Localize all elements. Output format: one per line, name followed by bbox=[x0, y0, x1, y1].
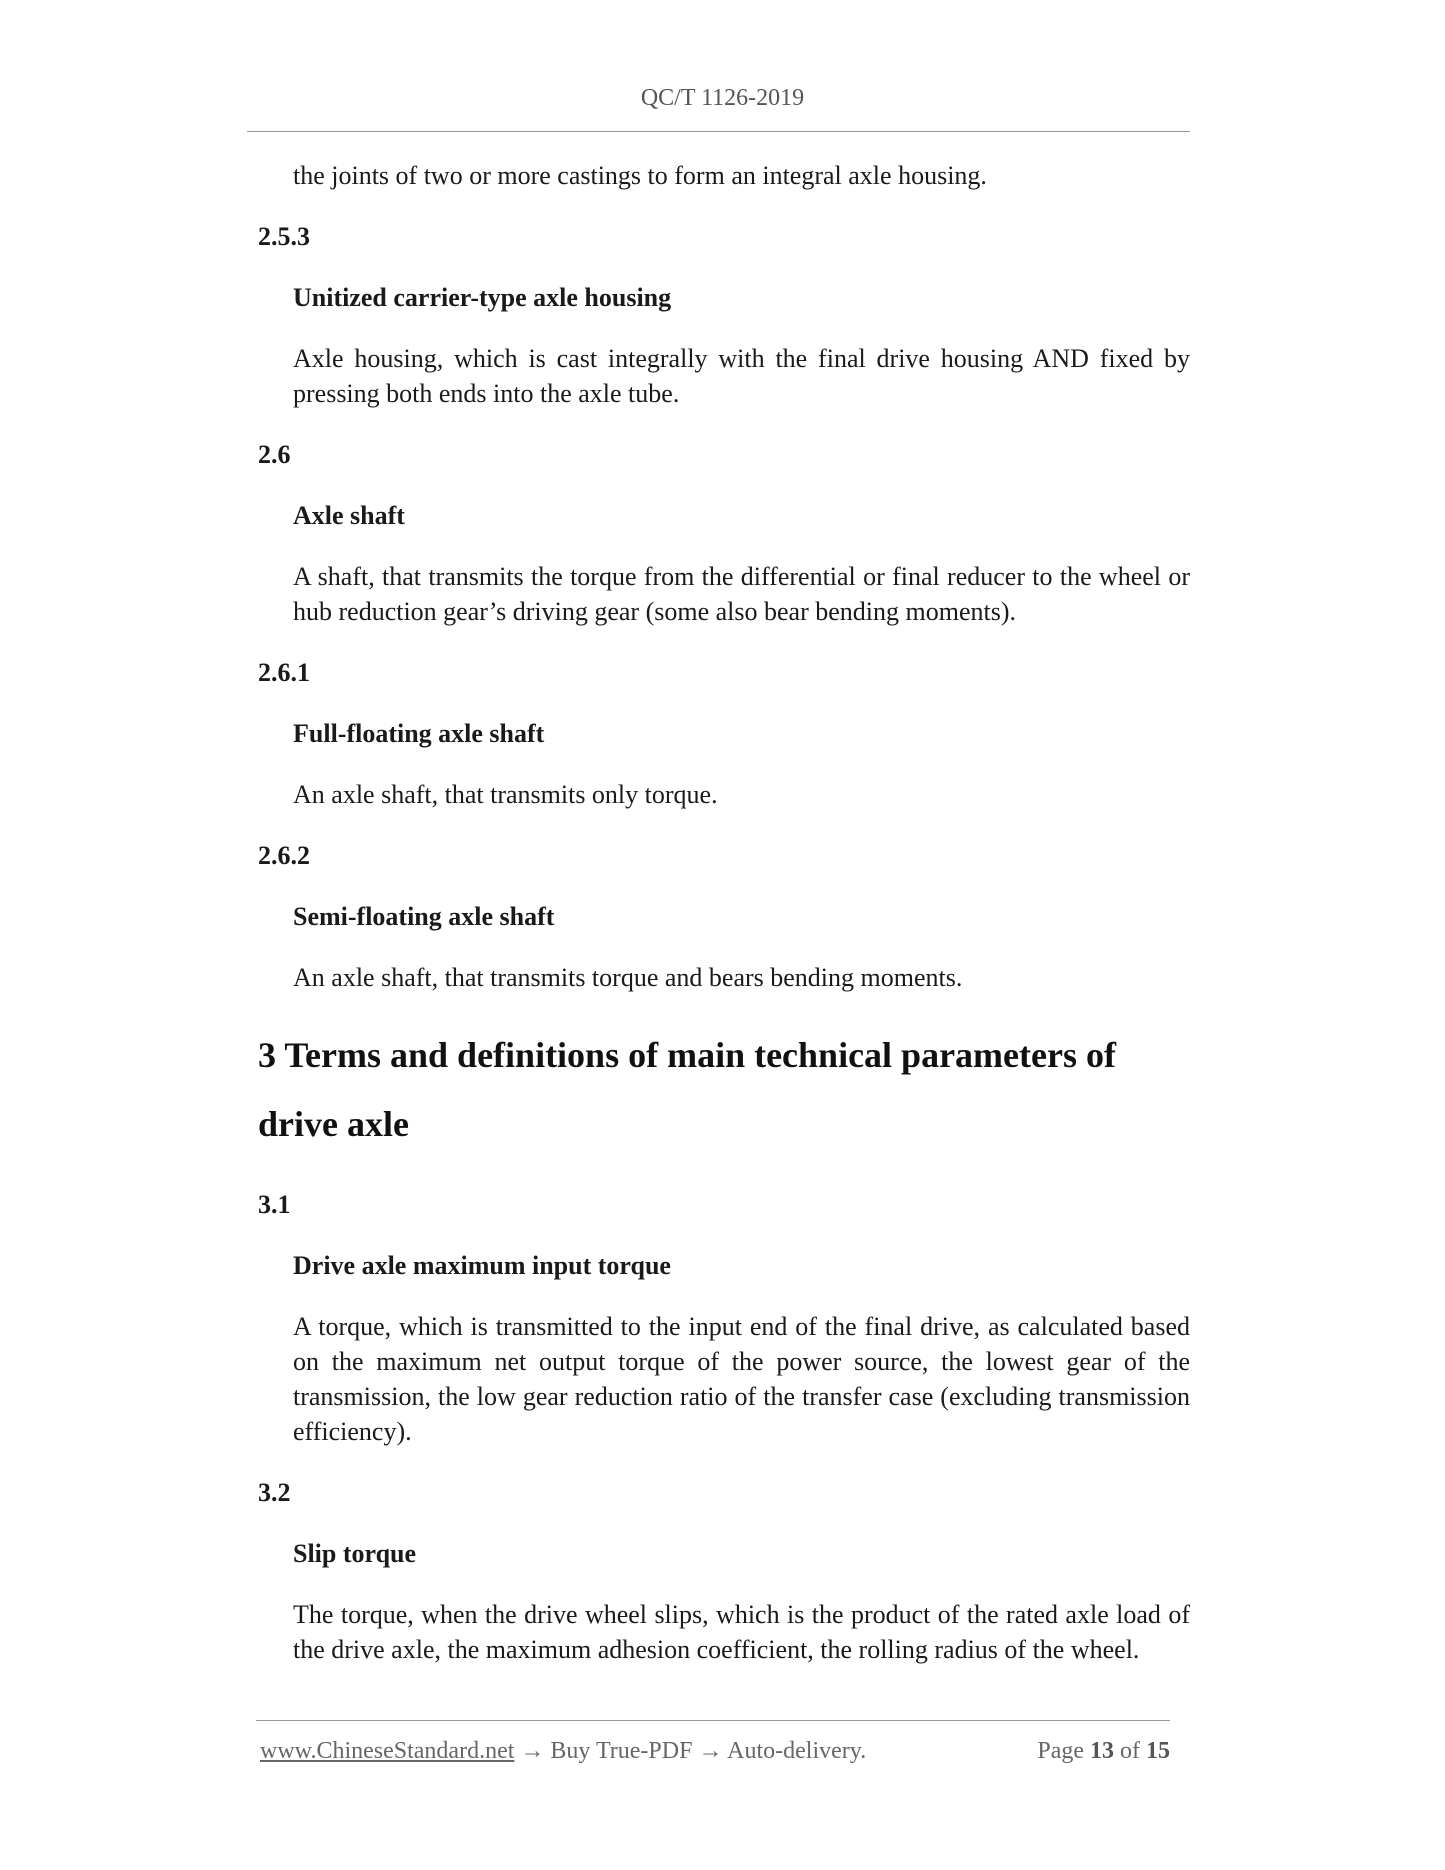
clause-number-2-6-1: 2.6.1 bbox=[258, 658, 310, 687]
definition-2-5-3: Axle housing, which is cast integrally with the final drive housing AND fixed by pressing both ends into the axle tube. bbox=[293, 344, 1190, 408]
document-header-title: QC/T 1126-2019 bbox=[640, 85, 805, 111]
clause-number-2-6: 2.6 bbox=[258, 440, 291, 469]
chapter-3-heading bbox=[258, 1021, 1190, 1159]
footer-divider bbox=[256, 1720, 1170, 1721]
website-link[interactable]: www.ChineseStandard.net bbox=[260, 1738, 515, 1764]
term-heading-2-6: Axle shaft bbox=[293, 501, 405, 530]
current-page-number: 13 bbox=[1090, 1738, 1114, 1764]
header-divider bbox=[247, 131, 1190, 132]
clause-number-2-6-2: 2.6.2 bbox=[258, 841, 310, 870]
arrow-right-icon: → bbox=[698, 1738, 723, 1764]
definition-2-6-1: An axle shaft, that transmits only torque. bbox=[293, 780, 718, 809]
chapter-3-heading-line1: 3 Terms and definitions of main technical parameters of bbox=[258, 1035, 1116, 1075]
clause-number-3-1: 3.1 bbox=[258, 1190, 291, 1219]
arrow-right-icon: → bbox=[520, 1738, 545, 1764]
footer-promo bbox=[260, 1738, 866, 1765]
term-heading-3-2: Slip torque bbox=[293, 1539, 417, 1568]
page-label: Page bbox=[1037, 1738, 1084, 1764]
document-body bbox=[258, 158, 1190, 1693]
term-heading-2-6-2: Semi-floating axle shaft bbox=[293, 902, 555, 931]
page-indicator bbox=[1037, 1738, 1170, 1765]
definition-3-1: A torque, which is transmitted to the input end of the final drive, as calculated based on the maximum net output torque of the power source, the lowest gear of the transmission, the low gear reduction ratio of the transfer case (excluding transmission efficiency). bbox=[293, 1312, 1190, 1446]
buy-pdf-text: Buy True-PDF bbox=[550, 1738, 693, 1764]
term-heading-2-5-3: Unitized carrier-type axle housing bbox=[293, 283, 672, 312]
term-heading-2-6-1: Full-floating axle shaft bbox=[293, 719, 545, 748]
definition-2-6-2: An axle shaft, that transmits torque and bears bending moments. bbox=[293, 963, 963, 992]
clause-number-3-2: 3.2 bbox=[258, 1478, 291, 1507]
continuation-paragraph: the joints of two or more castings to form an integral axle housing. bbox=[293, 161, 987, 190]
total-page-number: 15 bbox=[1146, 1738, 1170, 1764]
definition-3-2: The torque, when the drive wheel slips, which is the product of the rated axle load of the drive axle, the maximum adhesion coefficient, the rolling radius of the wheel. bbox=[293, 1600, 1190, 1664]
auto-delivery-text: Auto-delivery. bbox=[727, 1738, 867, 1764]
term-heading-3-1: Drive axle maximum input torque bbox=[293, 1251, 671, 1280]
clause-number-2-5-3: 2.5.3 bbox=[258, 222, 310, 251]
definition-2-6: A shaft, that transmits the torque from the differential or final reducer to the wheel or hub reduction gear’s driving gear (some also bear bending moments). bbox=[293, 562, 1190, 626]
of-label: of bbox=[1120, 1738, 1140, 1764]
chapter-3-heading-line2: drive axle bbox=[258, 1104, 409, 1144]
